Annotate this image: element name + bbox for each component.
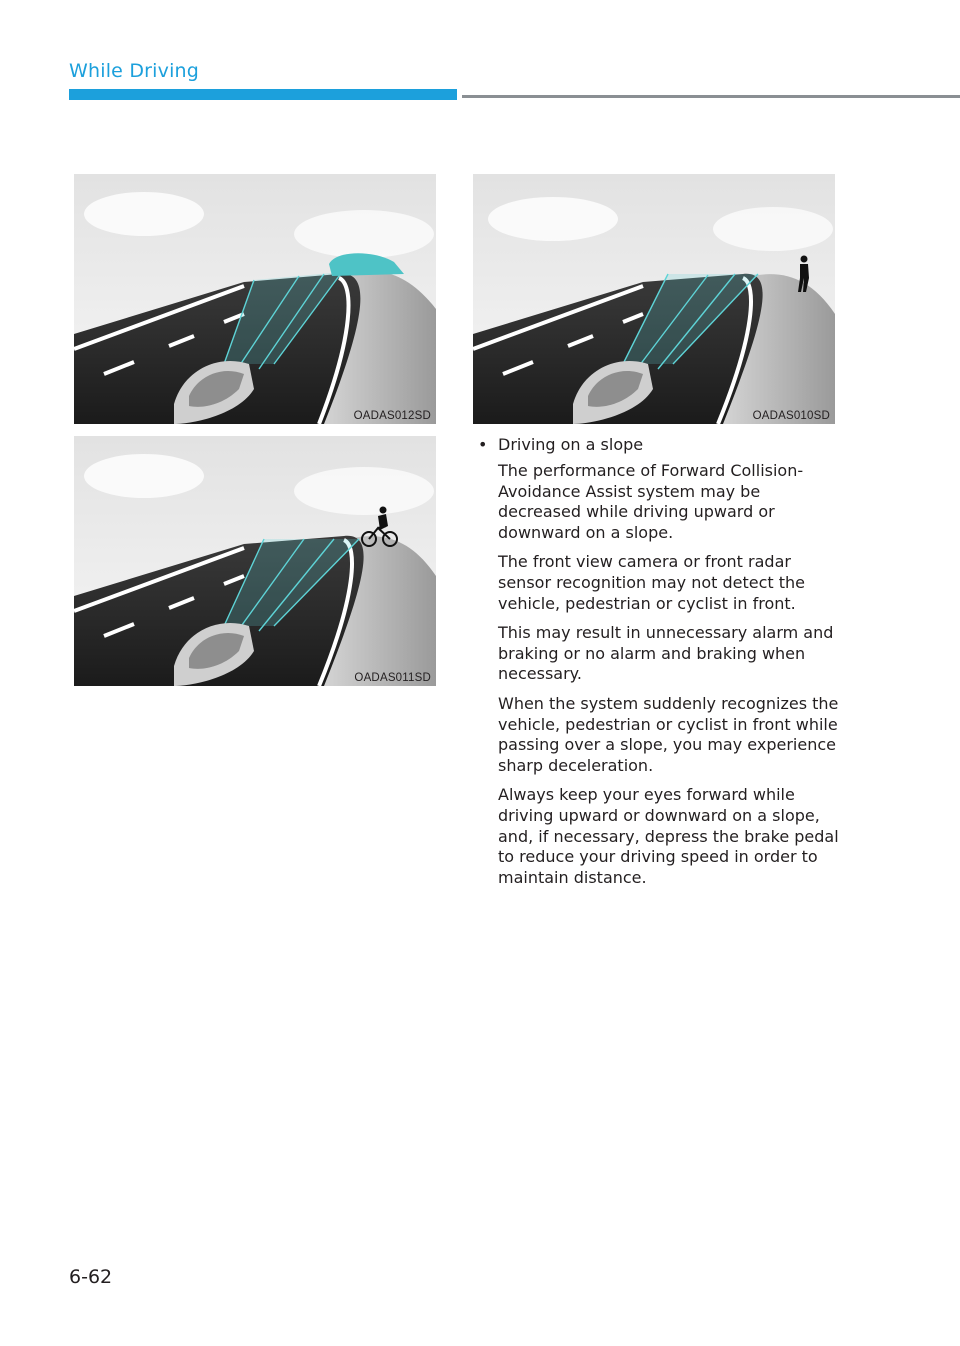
- bullet-driving-on-slope: [478, 434, 848, 897]
- figure-code: OADAS010SD: [752, 410, 830, 422]
- illustration-slope-vehicle: [74, 174, 436, 424]
- figure-cyclist-on-slope: [74, 436, 436, 686]
- bullet-marker: •: [478, 435, 488, 454]
- figure-pedestrian-on-slope: [473, 174, 835, 424]
- figure-code: OADAS012SD: [353, 410, 431, 422]
- section-title: While Driving: [69, 60, 200, 82]
- header-rule-accent: [69, 89, 457, 100]
- figure-code: OADAS011SD: [354, 672, 431, 684]
- page-number: 6-62: [69, 1266, 113, 1288]
- bullet-heading: [478, 434, 848, 455]
- body-paragraph: When the system suddenly recognizes the vehicle, pedestrian or cyclist in front while passing over a slope, you may experience sharp deceleration.: [498, 693, 839, 775]
- bullet-title: Driving on a slope: [498, 435, 644, 454]
- illustration-slope-cyclist: [74, 436, 436, 686]
- illustration-slope-pedestrian: [473, 174, 835, 424]
- header-rule-gray: [462, 95, 960, 98]
- figure-vehicle-on-slope: [74, 174, 436, 424]
- body-paragraph: The front view camera or front radar sensor recognition may not detect the vehicle, pedestrian or cyclist in front.: [498, 552, 806, 613]
- body-paragraph: Always keep your eyes forward while driving upward or downward on a slope, and, if necessary, depress the brake pedal to reduce your driving speed in order to maintain distance.: [498, 785, 839, 887]
- body-paragraph: The performance of Forward Collision-Avoidance Assist system may be decreased while driving upward or downward on a slope.: [498, 461, 804, 542]
- body-paragraph: This may result in unnecessary alarm and braking or no alarm and braking when necessary.: [498, 623, 834, 684]
